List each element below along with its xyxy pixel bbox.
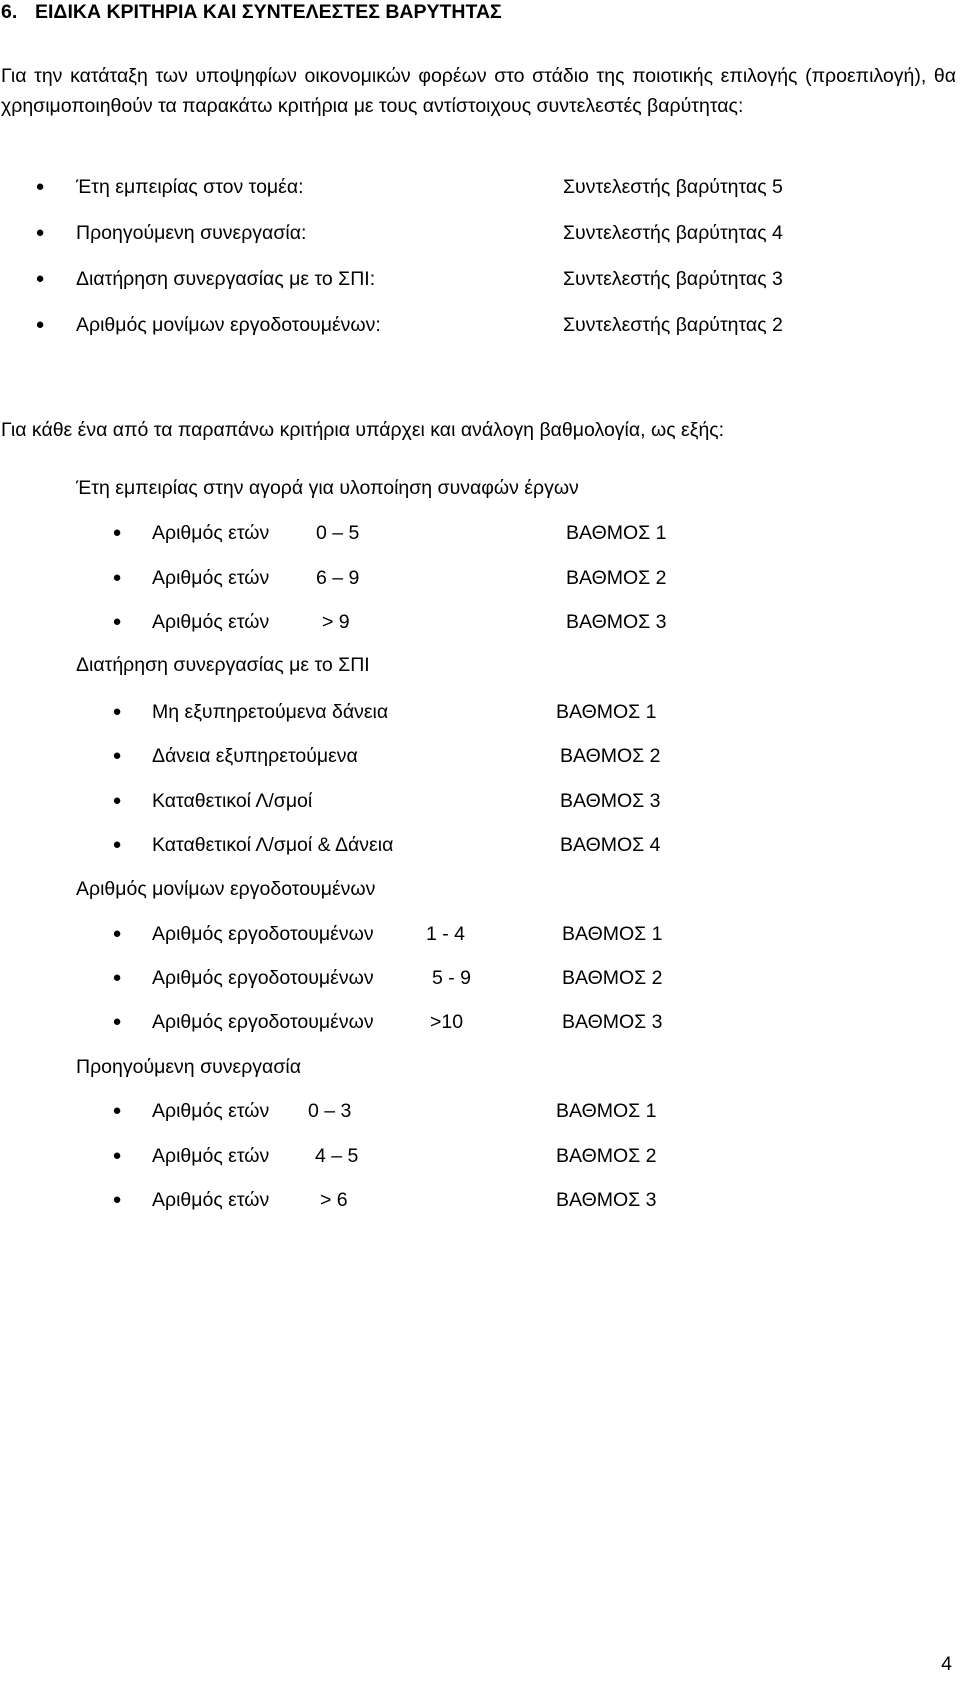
grade-value: ΒΑΘΜΟΣ 1: [566, 522, 667, 544]
bullet-icon: [112, 521, 122, 545]
grade-label: Καταθετικοί Λ/σμοί: [152, 790, 313, 812]
grade-label: Δάνεια εξυπηρετούμενα: [152, 745, 358, 767]
grade-value: ΒΑΘΜΟΣ 2: [562, 967, 663, 989]
grade-value: ΒΑΘΜΟΣ 3: [556, 1189, 657, 1211]
bullet-icon: [35, 267, 45, 291]
grade-label: Αριθμός ετών: [152, 522, 270, 544]
bullet-icon: [112, 1144, 122, 1168]
criterion-weight: Συντελεστής βαρύτητας 4: [563, 222, 783, 244]
grade-range: > 6: [320, 1189, 348, 1211]
grade-label: Μη εξυπηρετούμενα δάνεια: [152, 701, 389, 723]
grade-row: [0, 566, 900, 590]
grade-label: Αριθμός ετών: [152, 567, 270, 589]
grade-value: ΒΑΘΜΟΣ 1: [556, 1100, 657, 1122]
grade-row: [0, 610, 900, 634]
grade-range: 4 – 5: [315, 1145, 359, 1167]
criterion-label: Αριθμός μονίμων εργοδοτουμένων:: [76, 314, 381, 336]
bullet-icon: [112, 744, 122, 768]
bullet-icon: [112, 566, 122, 590]
grade-row: [0, 966, 900, 990]
grade-value: ΒΑΘΜΟΣ 2: [566, 567, 667, 589]
grade-range: 1 - 4: [426, 923, 466, 945]
bullet-icon: [112, 1188, 122, 1212]
grade-range: 5 - 9: [432, 967, 472, 989]
grade-row: [0, 1144, 900, 1168]
criterion-row: [0, 267, 900, 291]
grade-value: ΒΑΘΜΟΣ 1: [562, 923, 663, 945]
grade-range: > 9: [322, 611, 350, 633]
grade-label: Αριθμός εργοδοτουμένων: [152, 967, 374, 989]
grade-range: 0 – 5: [316, 522, 360, 544]
section-title: ΕΙΔΙΚΑ ΚΡΙΤΗΡΙΑ ΚΑΙ ΣΥΝΤΕΛΕΣΤΕΣ ΒΑΡΥΤΗΤΑΣ: [35, 1, 502, 23]
grade-row: [0, 922, 900, 946]
grade-value: ΒΑΘΜΟΣ 1: [556, 701, 657, 723]
criterion-label: Διατήρηση συνεργασίας με το ΣΠΙ:: [76, 268, 376, 290]
grade-label: Αριθμός εργοδοτουμένων: [152, 923, 374, 945]
intro-paragraph: Για την κατάταξη των υποψηφίων οικονομικών φορέων στο στάδιο της ποιοτικής επιλογής (προεπιλογή), θα χρησιμοποιηθούν τα παρακάτω κριτήρια με τους αντίστοιχους συντελεστές βαρύτητας:: [1, 65, 956, 117]
bullet-icon: [35, 221, 45, 245]
group-title: Έτη εμπειρίας στην αγορά για υλοποίηση συναφών έργων: [76, 477, 579, 499]
grade-row: [0, 1099, 900, 1123]
grade-row: [0, 744, 900, 768]
grade-row: [0, 700, 900, 724]
criterion-row: [0, 175, 900, 199]
bullet-icon: [112, 966, 122, 990]
section-heading: [1, 0, 502, 24]
criterion-weight: Συντελεστής βαρύτητας 2: [563, 314, 783, 336]
criterion-label: Έτη εμπειρίας στον τομέα:: [76, 176, 304, 198]
bullet-icon: [112, 833, 122, 857]
criterion-label: Προηγούμενη συνεργασία:: [76, 222, 307, 244]
grade-label: Καταθετικοί Λ/σμοί & Δάνεια: [152, 834, 394, 856]
grade-range: 6 – 9: [316, 567, 360, 589]
criterion-row: [0, 221, 900, 245]
bullet-icon: [112, 610, 122, 634]
bullet-icon: [112, 922, 122, 946]
group-title: Αριθμός μονίμων εργοδοτουμένων: [76, 878, 376, 900]
bullet-icon: [35, 313, 45, 337]
grade-label: Αριθμός ετών: [152, 1100, 270, 1122]
grade-label: Αριθμός εργοδοτουμένων: [152, 1011, 374, 1033]
group-title: Διατήρηση συνεργασίας με το ΣΠΙ: [76, 654, 370, 676]
grade-value: ΒΑΘΜΟΣ 4: [560, 834, 661, 856]
criterion-weight: Συντελεστής βαρύτητας 5: [563, 176, 783, 198]
grade-row: [0, 1188, 900, 1212]
grade-row: [0, 1010, 900, 1034]
grade-value: ΒΑΘΜΟΣ 3: [566, 611, 667, 633]
grade-value: ΒΑΘΜΟΣ 3: [560, 790, 661, 812]
grade-row: [0, 833, 900, 857]
grade-label: Αριθμός ετών: [152, 1189, 270, 1211]
group-title: Προηγούμενη συνεργασία: [76, 1056, 301, 1078]
grade-row: [0, 521, 900, 545]
section-number: 6.: [1, 1, 18, 23]
criterion-weight: Συντελεστής βαρύτητας 3: [563, 268, 783, 290]
grade-label: Αριθμός ετών: [152, 611, 270, 633]
grade-row: [0, 789, 900, 813]
bullet-icon: [112, 700, 122, 724]
grade-value: ΒΑΘΜΟΣ 2: [560, 745, 661, 767]
grade-value: ΒΑΘΜΟΣ 3: [562, 1011, 663, 1033]
scoring-intro: Για κάθε ένα από τα παραπάνω κριτήρια υπάρχει και ανάλογη βαθμολογία, ως εξής:: [1, 419, 725, 441]
criterion-row: [0, 313, 900, 337]
bullet-icon: [112, 789, 122, 813]
grade-value: ΒΑΘΜΟΣ 2: [556, 1145, 657, 1167]
grade-range: >10: [430, 1011, 464, 1033]
bullet-icon: [35, 175, 45, 199]
grade-range: 0 – 3: [308, 1100, 352, 1122]
grade-label: Αριθμός ετών: [152, 1145, 270, 1167]
bullet-icon: [112, 1099, 122, 1123]
page-number: 4: [941, 1653, 952, 1675]
bullet-icon: [112, 1010, 122, 1034]
